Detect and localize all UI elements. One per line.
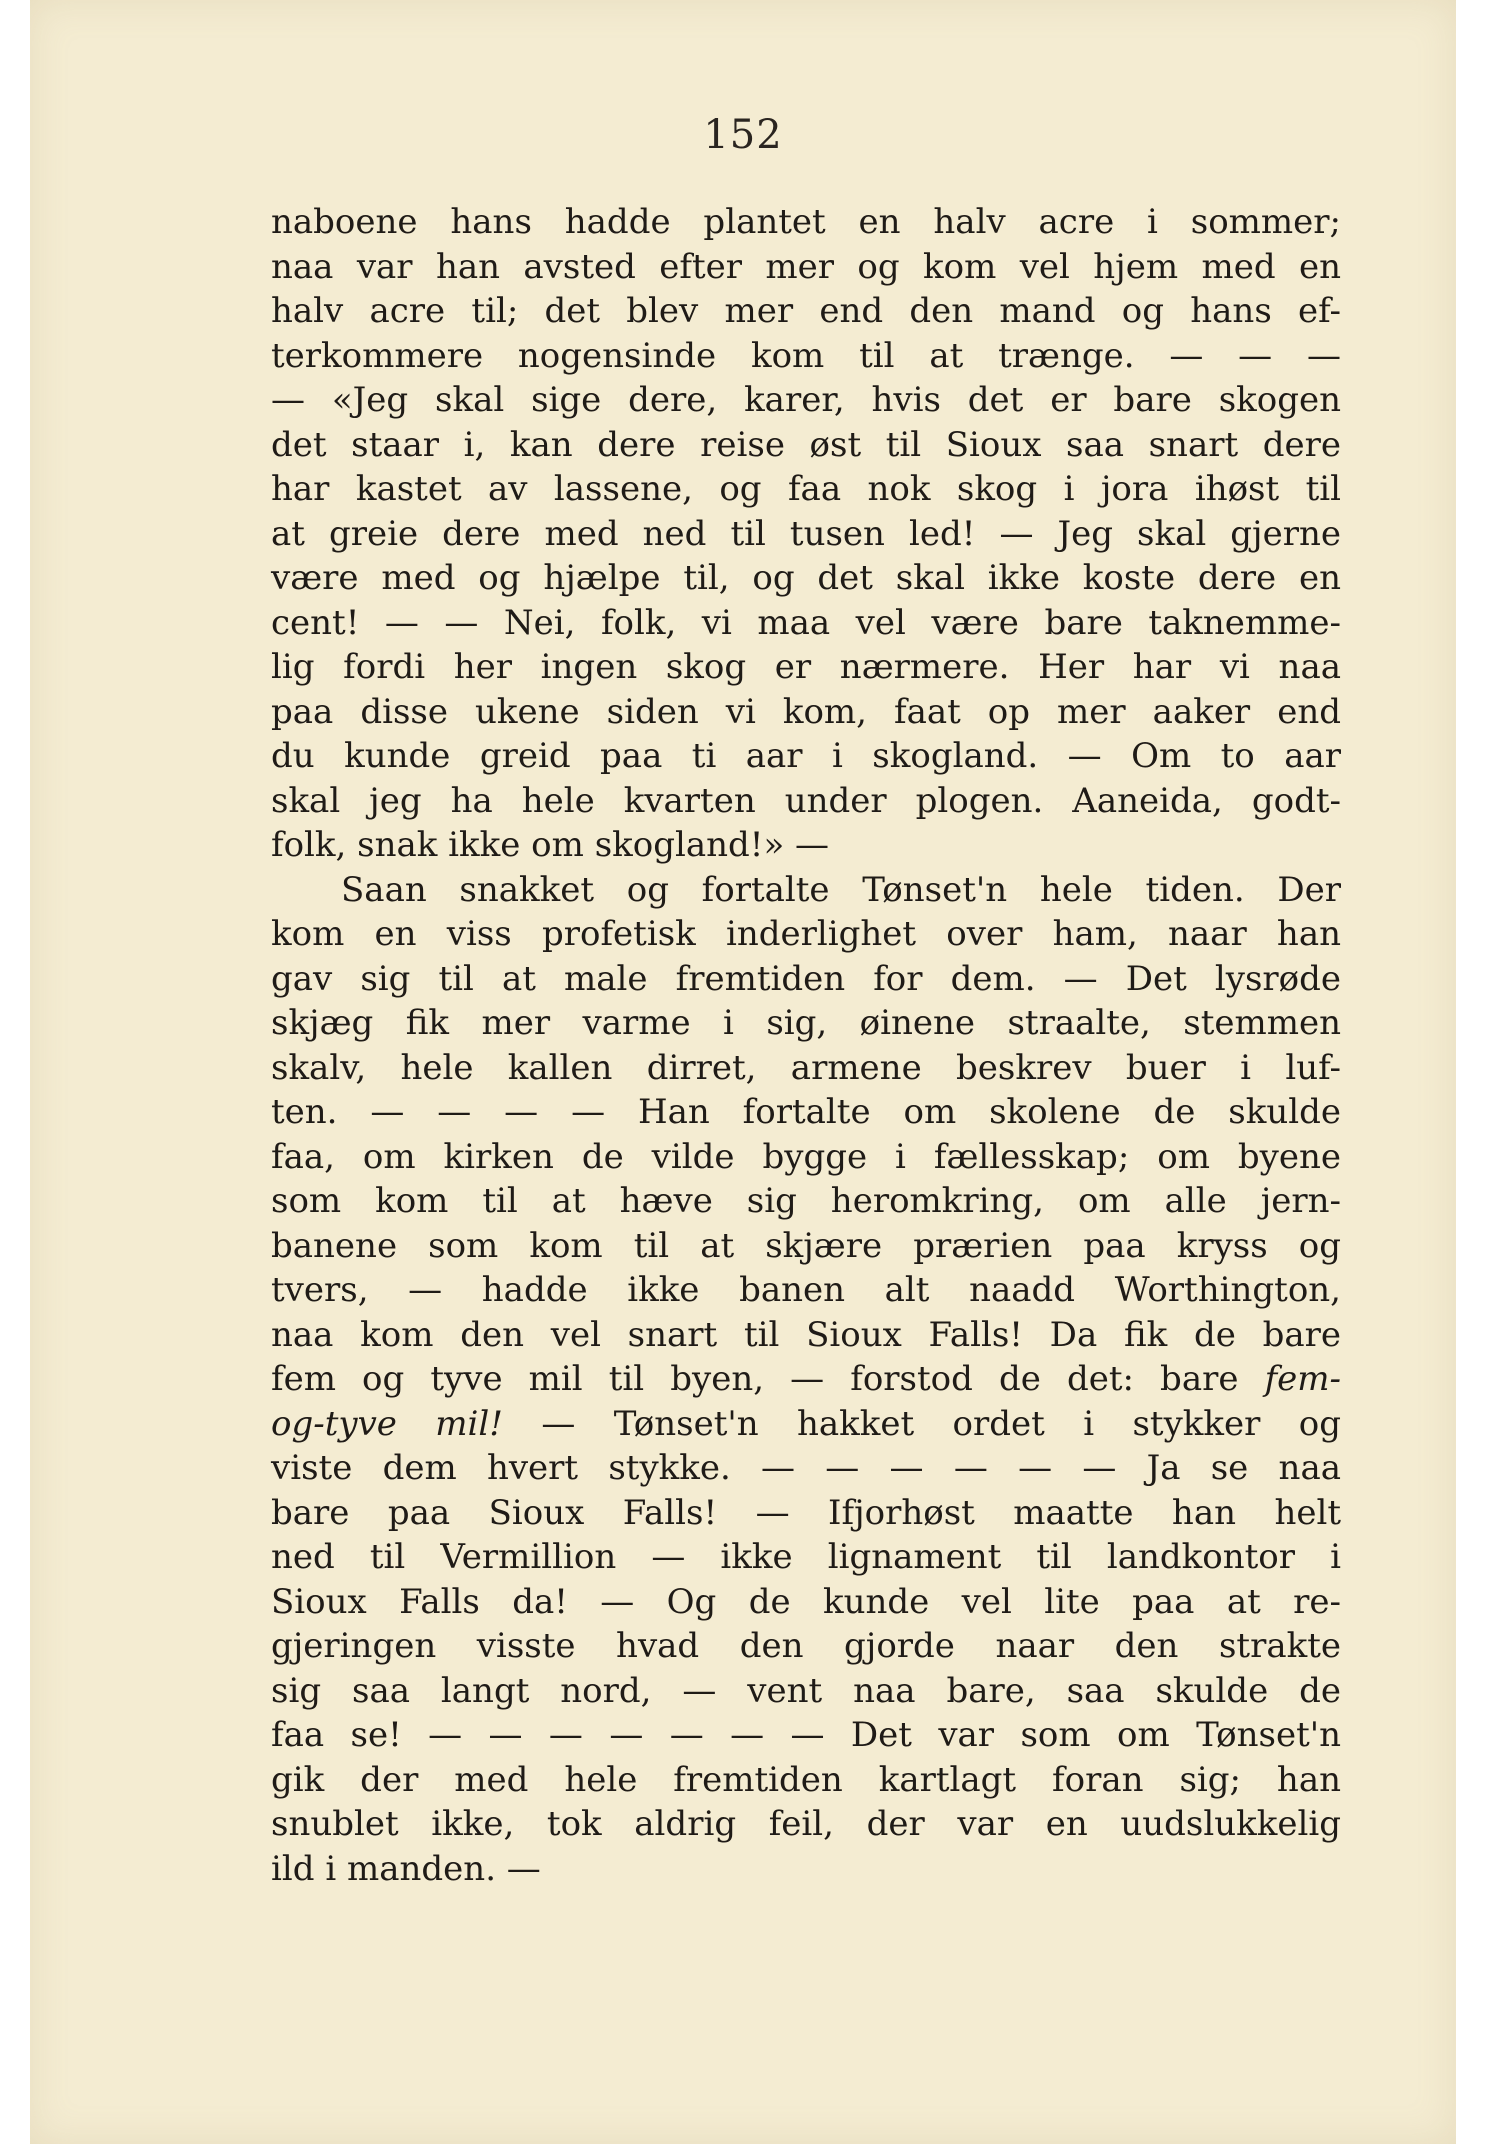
italic-text: fem- bbox=[1264, 1359, 1341, 1399]
text-line-mixed bbox=[271, 1402, 1341, 1447]
text-line: faa se! — — — — — — — Det var som om Tønset'n bbox=[271, 1715, 1341, 1755]
text-line: det staar i, kan dere reise øst til Sioux saa snart dere bbox=[271, 424, 1341, 465]
text-line: ild i manden. — bbox=[271, 1848, 541, 1889]
text-line: naa kom den vel snart til Sioux Falls! Da fik de bare bbox=[271, 1314, 1341, 1355]
text-line: snublet ikke, tok aldrig feil, der var en uudslukkelig bbox=[271, 1804, 1341, 1844]
text-line: — «Jeg skal sige dere, karer, hvis det er bare skogen bbox=[271, 380, 1341, 420]
text-line: gik der med hele fremtiden kartlagt foran sig; han bbox=[271, 1759, 1341, 1800]
text-line: sig saa langt nord, — vent naa bare, saa skulde de bbox=[271, 1670, 1341, 1711]
page-number: 152 bbox=[703, 112, 783, 158]
text-line: lig fordi her ingen skog er nærmere. Her har vi naa bbox=[271, 647, 1341, 687]
text-line: du kunde greid paa ti aar i skogland. — Om to aar bbox=[271, 736, 1341, 776]
text-line: skal jeg ha hele kvarten under plogen. Aaneida, godt- bbox=[271, 780, 1341, 821]
book-page bbox=[30, 0, 1456, 2144]
text-line: viste dem hvert stykke. — — — — — — Ja se naa bbox=[271, 1448, 1341, 1488]
text-line: som kom til at hæve sig heromkring, om alle jern- bbox=[271, 1181, 1341, 1221]
text-line: ned til Vermillion — ikke lignament til landkontor i bbox=[271, 1537, 1341, 1577]
text-line: naboene hans hadde plantet en halv acre i sommer; bbox=[271, 202, 1341, 242]
text-line: gjeringen visste hvad den gjorde naar den strakte bbox=[271, 1626, 1341, 1666]
text-line: ten. — — — — Han fortalte om skolene de skulde bbox=[271, 1092, 1341, 1132]
text-line: gav sig til at male fremtiden for dem. — Det lysrøde bbox=[271, 958, 1341, 999]
text-line: kom en viss profetisk inderlighet over ham, naar han bbox=[271, 914, 1341, 954]
text-line: bare paa Sioux Falls! — Ifjorhøst maatte han helt bbox=[271, 1492, 1341, 1533]
text-line: har kastet av lassene, og faa nok skog i jora ihøst til bbox=[271, 469, 1341, 509]
text-line: halv acre til; det blev mer end den mand og hans ef- bbox=[271, 291, 1341, 331]
text-line: tvers, — hadde ikke banen alt naadd Worthington, bbox=[271, 1270, 1341, 1310]
text-line: skalv, hele kallen dirret, armene beskrev buer i luf- bbox=[271, 1047, 1341, 1088]
text-line: banene som kom til at skjære prærien paa kryss og bbox=[271, 1225, 1341, 1266]
text-line: folk, snak ikke om skogland!» — bbox=[271, 825, 830, 865]
text-run: — Tønset'n hakket ordet i stykker og bbox=[502, 1403, 1341, 1444]
text-line: være med og hjælpe til, og det skal ikke koste dere en bbox=[271, 558, 1341, 598]
text-line: naa var han avsted efter mer og kom vel hjem med en bbox=[271, 246, 1341, 287]
text-line: cent! — — Nei, folk, vi maa vel være bare taknemme- bbox=[271, 602, 1341, 643]
body-text bbox=[271, 200, 1341, 1891]
text-line: terkommere nogensinde kom til at trænge. — — — bbox=[271, 335, 1341, 376]
text-line: paa disse ukene siden vi kom, faat op mer aaker end bbox=[271, 691, 1341, 732]
italic-text: og-tyve mil! bbox=[271, 1403, 503, 1444]
text-line: Sioux Falls da! — Og de kunde vel lite paa at re- bbox=[271, 1581, 1341, 1622]
text-line-mixed bbox=[271, 1357, 1341, 1402]
text-run: fem og tyve mil til byen, — forstod de det: bare bbox=[271, 1359, 1239, 1399]
text-line: Saan snakket og fortalte Tønset'n hele tiden. Der bbox=[341, 869, 1341, 910]
text-line: skjæg fik mer varme i sig, øinene straalte, stemmen bbox=[271, 1003, 1341, 1043]
text-line: at greie dere med ned til tusen led! — Jeg skal gjerne bbox=[271, 513, 1341, 554]
text-line: faa, om kirken de vilde bygge i fællesskap; om byene bbox=[271, 1136, 1341, 1177]
